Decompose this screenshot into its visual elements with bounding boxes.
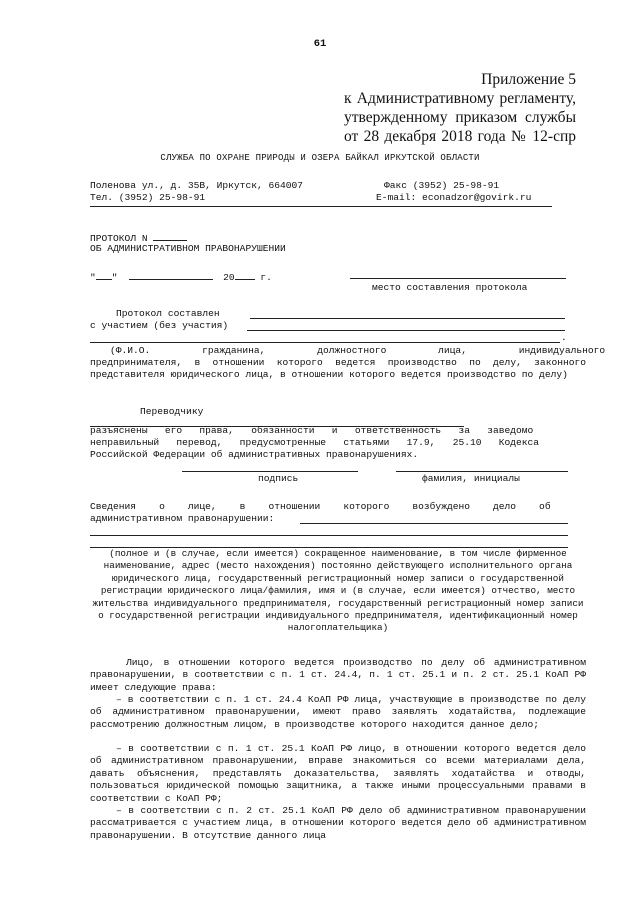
rights-bullet-2: – в соответствии с п. 1 ст. 25.1 КоАП РФ лицо, в отношении которого ведется дело об административном правонарушении, вправе знакомиться со всеми материалами дела, давать объяснения, представлять доказательства, заявлять ходатайства и отводы, пользоваться юридической помощью защитника, а также иными процессуальными правами в соответствии с КоАП РФ;: [90, 743, 586, 804]
place-label: место составления протокола: [372, 282, 528, 293]
participation-field-2[interactable]: [90, 342, 560, 343]
rights-line-2: неправильный перевод, предусмотренные статьями 17.9, 25.10 Кодекса: [90, 437, 540, 448]
protocol-date-row: [90, 270, 272, 284]
date-year-prefix: 20: [223, 272, 235, 283]
protocol-number-field[interactable]: [153, 231, 187, 241]
date-year-suffix: г.: [260, 272, 272, 283]
fio-note-line1: (Ф.И.О. гражданина, должностного лица, индивидуального: [110, 345, 606, 356]
person-info-line2: административном правонарушении:: [90, 513, 275, 524]
org-email: E-mail: econadzor@govirk.ru: [376, 192, 532, 203]
place-field[interactable]: [350, 278, 566, 279]
person-info-line1: Сведения о лице, в отношении которого возбуждено дело об: [90, 501, 551, 512]
page-number: 61: [313, 38, 327, 50]
signature-field[interactable]: [182, 471, 358, 472]
org-address: Поленова ул., д. 35В, Иркутск, 664007: [90, 180, 304, 191]
name-field[interactable]: [396, 471, 568, 472]
date-year-field[interactable]: [235, 270, 255, 280]
appendix-title: Приложение 5: [481, 71, 576, 88]
rights-intro: Лицо, в отношении которого ведется производство по делу об административном правонарушении, в соответствии с п. 1 ст. 24.4, п. 1 ст. 25.1 и п. 2 ст. 25.1 КоАП РФ имеет следующие права:: [90, 657, 586, 693]
org-phone: Тел. (3952) 25-98-91: [90, 192, 206, 203]
rights-line-1: разъяснены его права, обязанности и ответственность за заведомо: [90, 425, 534, 436]
signature-label: подпись: [258, 473, 299, 484]
participation-field[interactable]: [247, 330, 565, 331]
name-label: фамилия, инициалы: [422, 473, 520, 484]
rights-line-3: Российской Федерации об административных правонарушениях.: [90, 449, 419, 460]
rights-bullet-1: – в соответствии с п. 1 ст. 24.4 КоАП РФ лица, участвующие в производстве по делу об административном правонарушении, имеют право заявлять ходатайства, подлежащие рассмотрению должностным лицом, в производстве которого находится данное дело;: [90, 694, 586, 730]
date-day-field[interactable]: [96, 270, 112, 280]
translator-label: Переводчику: [140, 406, 204, 417]
protocol-title: ПРОТОКОЛ N: [90, 233, 148, 244]
date-quote-open: ": [90, 272, 96, 283]
composed-field[interactable]: [250, 318, 565, 319]
organization-name: СЛУЖБА ПО ОХРАНЕ ПРИРОДЫ И ОЗЕРА БАЙКАЛ ИРКУТСКОЙ ОБЛАСТИ: [160, 153, 480, 163]
participation-label: с участием (без участия): [90, 320, 229, 331]
rights-bullet-3: – в соответствии с п. 2 ст. 25.1 КоАП РФ дело об административном правонарушении рассматривается с участием лица, в отношении которого ведется дело об административном правонарушении. В отсутствие данного лица: [90, 805, 586, 841]
protocol-subtitle: ОБ АДМИНИСТРАТИВНОМ ПРАВОНАРУШЕНИИ: [90, 243, 286, 254]
appendix-block: [344, 70, 576, 146]
person-info-field-2[interactable]: [90, 535, 568, 536]
date-month-field[interactable]: [129, 270, 213, 280]
person-info-field-1[interactable]: [300, 523, 568, 524]
composed-label: Протокол составлен: [116, 308, 220, 319]
header-divider: [90, 206, 552, 207]
org-fax: Факс (3952) 25-98-91: [384, 180, 500, 191]
appendix-line-4: от 28 декабря 2018 года № 12-спр: [344, 128, 576, 145]
appendix-line-2: к Административному регламенту,: [344, 90, 576, 107]
person-info-note: (полное и (в случае, если имеется) сокращенное наименование, в том числе фирменное наименование, адрес (место нахождения) постоянно действующего исполнительного органа юридического лица, государственный регистрационный номер записи о государственной регистрации юридического лица/фамилия, имя и (в случае, если имеется) отчество, место жительства индивидуального предпринимателя, государственный регистрационный номер записи о государственной регистрации индивидуального предпринимателя, идентификационный номер налогоплательщика): [92, 548, 584, 634]
appendix-line-3: утвержденному приказом службы: [344, 109, 576, 126]
date-quote-close: ": [111, 272, 118, 283]
fio-note: предпринимателя, в отношении которого ведется производство по делу, законного представителя юридического лица, в отношении которого ведется производство по делу): [90, 357, 586, 381]
